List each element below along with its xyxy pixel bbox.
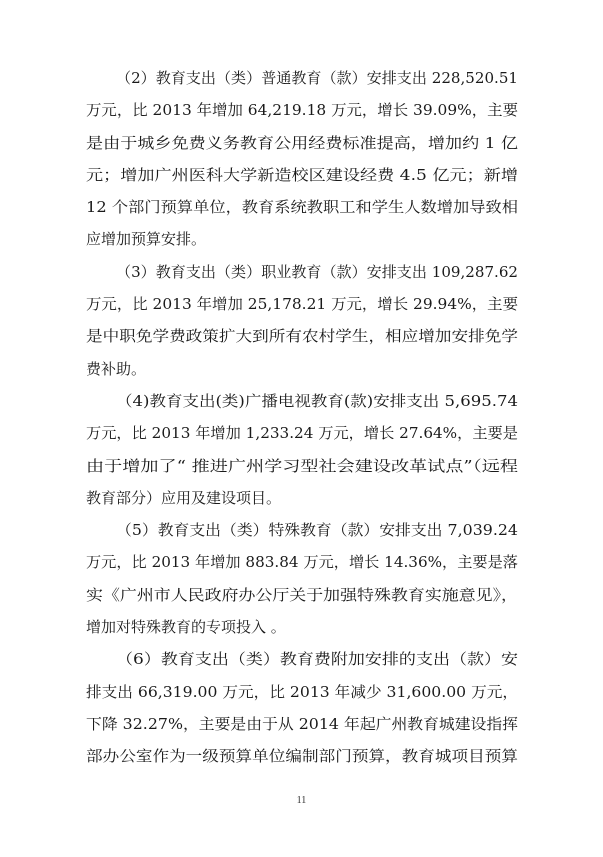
text-line-content: （5）教育支出（类）特殊教育（款）安排支出 7,039.24 bbox=[116, 521, 518, 540]
text-line-content: 费补助。 bbox=[86, 359, 147, 378]
body-text bbox=[86, 62, 518, 773]
paragraph bbox=[86, 385, 518, 514]
text-line-content: 元；增加广州医科大学新造校区建设经费 4.5 亿元；新增 bbox=[86, 165, 518, 184]
text-line bbox=[86, 482, 518, 514]
text-line bbox=[86, 62, 518, 94]
text-line-content: 应增加预算安排。 bbox=[86, 230, 207, 249]
text-line-content: 是由于城乡免费义务教育公用经费标准提高，增加约 1 亿 bbox=[86, 133, 518, 152]
text-line-content: 教育部分）应用及建设项目。 bbox=[86, 488, 282, 507]
text-line bbox=[86, 159, 518, 191]
text-line bbox=[86, 514, 518, 546]
text-line bbox=[86, 546, 518, 578]
text-line-content: （2）教育支出（类）普通教育（款）安排支出 228,520.51 bbox=[116, 69, 518, 87]
text-line bbox=[86, 127, 518, 159]
text-line bbox=[86, 450, 518, 482]
text-line bbox=[86, 417, 518, 449]
text-line-content: （6）教育支出（类）教育费附加安排的支出（款）安 bbox=[116, 650, 518, 669]
text-line bbox=[86, 643, 518, 675]
text-line-content: 下降 32.27%，主要是由于从 2014 年起广州教育城建设指挥 bbox=[86, 714, 518, 733]
text-line bbox=[86, 676, 518, 708]
text-line bbox=[86, 385, 518, 417]
paragraph bbox=[86, 643, 518, 772]
text-line-content: 增加对特殊教育的专项投入 。 bbox=[86, 618, 286, 637]
text-line-content: 由于增加了“ 推进广州学习型社会建设改革试点”（远程 bbox=[86, 456, 518, 475]
paragraph bbox=[86, 256, 518, 385]
text-line-content: 排支出 66,319.00 万元，比 2013 年减少 31,600.00 万元， bbox=[86, 682, 518, 701]
paragraph bbox=[86, 514, 518, 643]
text-line-content: 万元，比 2013 年增加 1,233.24 万元，增长 27.64%，主要是 bbox=[86, 424, 518, 443]
text-line bbox=[86, 740, 518, 772]
text-line bbox=[86, 191, 518, 223]
text-line bbox=[86, 708, 518, 740]
text-line bbox=[86, 579, 518, 611]
page-number: 11 bbox=[296, 795, 307, 806]
text-line-content: 是中职免学费政策扩大到所有农村学生，相应增加安排免学 bbox=[86, 327, 518, 346]
text-line bbox=[86, 223, 518, 255]
paragraph bbox=[86, 62, 518, 256]
text-line-content: 12 个部门预算单位，教育系统教职工和学生人数增加导致相 bbox=[86, 198, 518, 217]
text-line-content: （4)教育支出(类)广播电视教育(款)安排支出 5,695.74 bbox=[116, 391, 518, 410]
text-line-content: 万元，比 2013 年增加 883.84 万元，增长 14.36%，主要是落 bbox=[86, 553, 518, 572]
text-line-content: 部办公室作为一级预算单位编制部门预算，教育城项目预算 bbox=[86, 747, 518, 766]
text-line bbox=[86, 256, 518, 288]
text-line-content: 万元，比 2013 年增加 64,219.18 万元，增长 39.09%，主要 bbox=[86, 101, 518, 120]
text-line bbox=[86, 611, 518, 643]
text-line bbox=[86, 94, 518, 126]
text-line-content: 实《广州市人民政府办公厅关于加强特殊教育实施意见》， bbox=[86, 585, 518, 604]
text-line-content: （3）教育支出（类）职业教育（款）安排支出 109,287.62 bbox=[116, 262, 518, 281]
text-line bbox=[86, 320, 518, 352]
text-line bbox=[86, 353, 518, 385]
text-line-content: 万元，比 2013 年增加 25,178.21 万元，增长 29.94%，主要 bbox=[86, 295, 518, 314]
text-line bbox=[86, 288, 518, 320]
